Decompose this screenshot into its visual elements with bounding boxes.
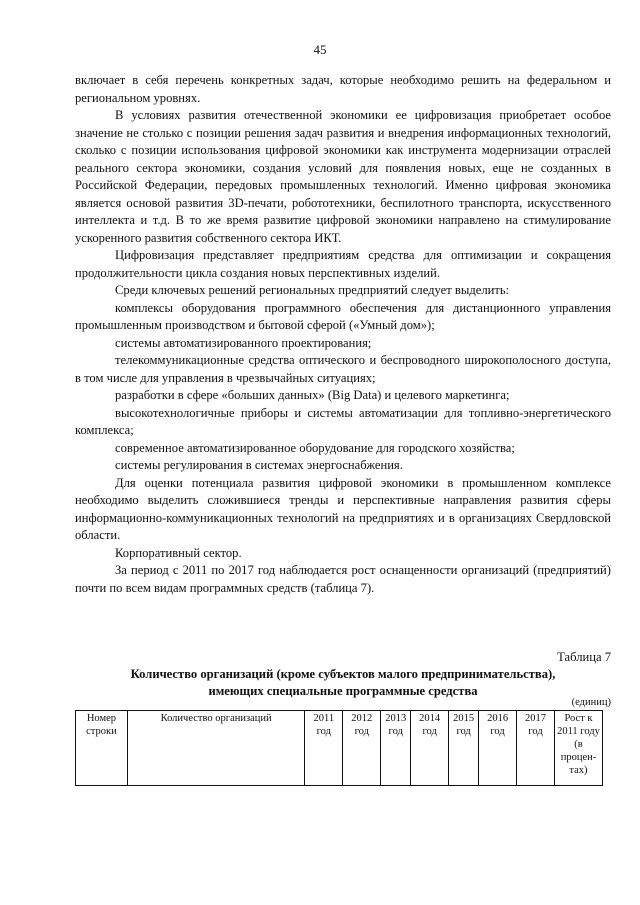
paragraph: Цифровизация представляет предприятиям средства для оптимизации и сокращения продолжительности цикла создания новых перспективных изделий. xyxy=(75,248,611,280)
list-item: высокотехнологичные приборы и системы автоматизации для топливно-энергетического комплекса; xyxy=(75,405,611,437)
paragraph: Для оценки потенциала развития цифровой экономики в промышленном комплексе необходимо выделить сложившиеся тренды и перспективные направления развития сферы информационно-коммуникационных технологий на предприятиях и в организациях Свердловской области. xyxy=(75,475,611,542)
list-item: системы автоматизированного проектирования; xyxy=(115,335,372,350)
header-year: 2017 год xyxy=(517,711,555,786)
table-unit: (единиц) xyxy=(571,697,611,708)
list-item: системы регулирования в системах энергоснабжения. xyxy=(115,458,403,472)
data-table xyxy=(75,710,603,786)
list-item: телекоммуникационные средства оптического и беспроводного широкополосного доступа, в том числе для управления в чрезвычайных ситуациях; xyxy=(75,353,611,385)
header-year: 2015 год xyxy=(449,711,479,786)
table-title-line: имеющих специальные программные средства xyxy=(208,684,478,698)
paragraph: В условиях развития отечественной экономики ее цифровизация приобретает особое значение не столько с позиции решения задач развития и внедрения информационных технологий, сколько с позиции использования цифровой экономики как инструмента модернизации отраслей реального сектора экономики, создания условий для появления новых, еще не созданных в Российской Федерации, передовых промышленных технологий. Именно цифровая экономика является основой развития 3D-печати, робототехники, беспилотного транспорта, искусственного интеллекта и т.д. В то же время развитие цифровой экономики направлено на стимулирование ускоренного развития собственного сектора ИКТ. xyxy=(75,108,611,245)
list-item: современное автоматизированное оборудование для городского хозяйства; xyxy=(115,440,515,455)
paragraph: Корпоративный сектор. xyxy=(115,545,242,560)
list-item: разработки в сфере «больших данных» (Big Data) и целевого маркетинга; xyxy=(115,388,510,402)
table-label: Таблица 7 xyxy=(557,650,611,664)
table-title-line: Количество организаций (кроме субъектов малого предпринимательства), xyxy=(130,667,556,681)
list-item: комплексы оборудования программного обеспечения для дистанционного управления промышленным производством и бытовой сферой («Умный дом»); xyxy=(75,300,611,332)
paragraph: Среди ключевых решений региональных предприятий следует выделить: xyxy=(115,283,510,297)
header-year: 2016 год xyxy=(479,711,517,786)
paragraph: включает в себя перечень конкретных задач, которые необходимо решить на федеральном и региональном уровнях. xyxy=(75,73,611,105)
page-number: 45 xyxy=(313,42,327,57)
header-row-number: Номер строки xyxy=(76,711,128,786)
table-header-row xyxy=(76,711,603,786)
paragraph: За период с 2011 по 2017 год наблюдается рост оснащенности организаций (предприятий) почти по всем видам программных средств (таблица 7). xyxy=(75,563,611,595)
header-org-count: Количество организаций xyxy=(127,711,304,786)
table-title xyxy=(75,666,611,700)
header-year: 2013 год xyxy=(381,711,411,786)
header-year: 2011 год xyxy=(305,711,343,786)
body-text xyxy=(75,72,611,597)
header-year: 2014 год xyxy=(411,711,449,786)
header-growth: Рост к 2011 году (в процен-тах) xyxy=(554,711,602,786)
header-year: 2012 год xyxy=(343,711,381,786)
